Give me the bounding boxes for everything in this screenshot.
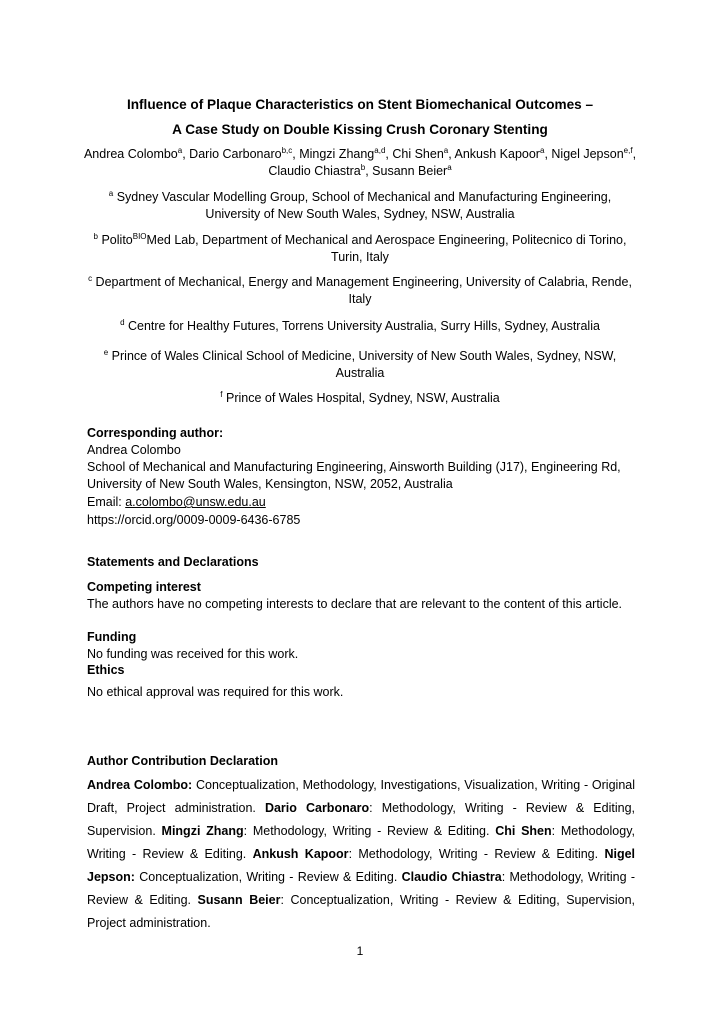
corresponding-author-address: School of Mechanical and Manufacturing Engineering, Ainsworth Building (J17), Engineering Rd, University of New South Wales, Kensington, NSW, 2052, Australia <box>87 460 621 491</box>
contributor-name: Chi Shen <box>495 824 552 838</box>
corresponding-author-name: Andrea Colombo <box>87 443 181 457</box>
author-name: Ankush Kapoor <box>454 147 540 161</box>
paper-title-line-2: A Case Study on Double Kissing Crush Coronary Stenting <box>172 122 548 137</box>
author-affiliation-mark: a <box>443 146 449 155</box>
paper-title-line-1: Influence of Plaque Characteristics on Stent Biomechanical Outcomes – <box>126 97 594 112</box>
contributor-roles: : Methodology, Writing - Review & Editing. <box>348 847 605 861</box>
contributor-roles: Conceptualization, Writing - Review & Editing. <box>134 870 402 884</box>
author-affiliation-mark: b <box>360 163 366 172</box>
affiliation-f <box>80 390 640 407</box>
email-link[interactable]: a.colombo@unsw.edu.au <box>125 495 266 509</box>
contributor-roles: : Methodology, Writing - Review & Editing, Supervision. <box>87 801 635 838</box>
contributor-name: Ankush Kapoor <box>252 847 349 861</box>
affiliation-text: Department of Mechanical, Energy and Management Engineering, University of Calabria, Rende, Italy <box>92 275 632 306</box>
affiliation-text: Prince of Wales Clinical School of Medicine, University of New South Wales, Sydney, NSW, Australia <box>108 349 617 380</box>
affiliation-superscript: BIO <box>132 232 147 241</box>
author-contribution-text <box>87 774 635 935</box>
ethics-heading: Ethics <box>87 663 125 677</box>
author-separator: , <box>385 147 393 161</box>
affiliation-mark: b <box>93 232 98 241</box>
affiliation-text: Centre for Healthy Futures, Torrens University Australia, Surry Hills, Sydney, Australia <box>124 319 600 333</box>
author-affiliation-mark: a,d <box>374 146 386 155</box>
contributor-roles: : Conceptualization, Writing - Review & Editing, Supervision, Project administration. <box>87 893 636 930</box>
author-separator: , <box>448 147 455 161</box>
author-separator: , <box>632 147 637 161</box>
funding-text: No funding was received for this work. <box>87 647 299 661</box>
author-separator: , <box>292 147 300 161</box>
author-affiliation-mark: e,f <box>623 146 633 155</box>
affiliation-mark: f <box>220 390 223 399</box>
author-name: Dario Carbonaro <box>189 147 282 161</box>
contributor-roles: : Methodology, Writing - Review & Editing. <box>87 824 635 861</box>
email-label: Email: <box>87 495 126 509</box>
funding-heading: Funding <box>87 630 137 644</box>
statements-heading: Statements and Declarations <box>87 555 259 569</box>
author-name: Mingzi Zhang <box>299 147 375 161</box>
ethics-text: No ethical approval was required for this work. <box>87 685 344 699</box>
contributor-name: Andrea Colombo: <box>87 778 193 792</box>
author-separator: , <box>182 147 190 161</box>
orcid-link: https://orcid.org/0009-0009-6436-6785 <box>87 513 301 527</box>
corresponding-author-email-line <box>87 494 635 511</box>
author-separator: , <box>544 147 552 161</box>
affiliation-a <box>80 189 640 223</box>
contributor-name: Dario Carbonaro <box>264 801 370 815</box>
page-number: 1 <box>356 944 364 958</box>
author-separator: , <box>365 164 373 178</box>
author-name: Susann Beier <box>372 164 448 178</box>
affiliation-mark: d <box>120 318 125 327</box>
affiliation-d <box>80 318 640 335</box>
affiliation-e <box>80 348 640 382</box>
author-affiliation-mark: a <box>539 146 545 155</box>
affiliation-mark: c <box>88 274 93 283</box>
author-affiliation-mark: a <box>447 163 452 172</box>
author-name: Andrea Colombo <box>83 147 178 161</box>
author-contribution-heading: Author Contribution Declaration <box>87 754 278 768</box>
corresponding-author-heading: Corresponding author: <box>87 426 224 440</box>
contributor-name: Nigel Jepson: <box>87 847 636 884</box>
affiliation-text: Prince of Wales Hospital, Sydney, NSW, Australia <box>222 391 500 405</box>
author-name: Nigel Jepson <box>551 147 624 161</box>
affiliation-text-prefix: Polito <box>98 233 133 247</box>
contributor-name: Mingzi Zhang <box>161 824 244 838</box>
competing-interest-text: The authors have no competing interests to declare that are relevant to the content of this article. <box>87 597 623 611</box>
competing-interest-heading: Competing interest <box>87 580 201 594</box>
affiliation-b <box>80 232 640 266</box>
author-affiliation-mark: b,c <box>281 146 293 155</box>
contributor-roles: Conceptualization, Methodology, Investigations, Visualization, Writing - Original Draft, Project administration. <box>87 778 635 815</box>
affiliation-text: Med Lab, Department of Mechanical and Aerospace Engineering, Politecnico di Torino, Turin, Italy <box>146 233 627 264</box>
contributor-roles: : Methodology, Writing - Review & Editing. <box>243 824 496 838</box>
author-affiliation-mark: a <box>177 146 183 155</box>
author-list <box>80 146 640 180</box>
contributor-name: Susann Beier <box>197 893 281 907</box>
affiliation-c <box>80 274 640 308</box>
contributor-name: Claudio Chiastra <box>401 870 502 884</box>
author-name: Claudio Chiastra <box>268 164 361 178</box>
contributor-roles: : Methodology, Writing - Review & Editing. <box>87 870 636 907</box>
author-name: Chi Shen <box>392 147 444 161</box>
affiliation-mark: a <box>108 189 114 198</box>
affiliation-mark: e <box>103 348 109 357</box>
affiliation-text: Sydney Vascular Modelling Group, School of Mechanical and Manufacturing Engineering, University of New South Wales, Sydney, NSW, Australia <box>113 190 612 221</box>
